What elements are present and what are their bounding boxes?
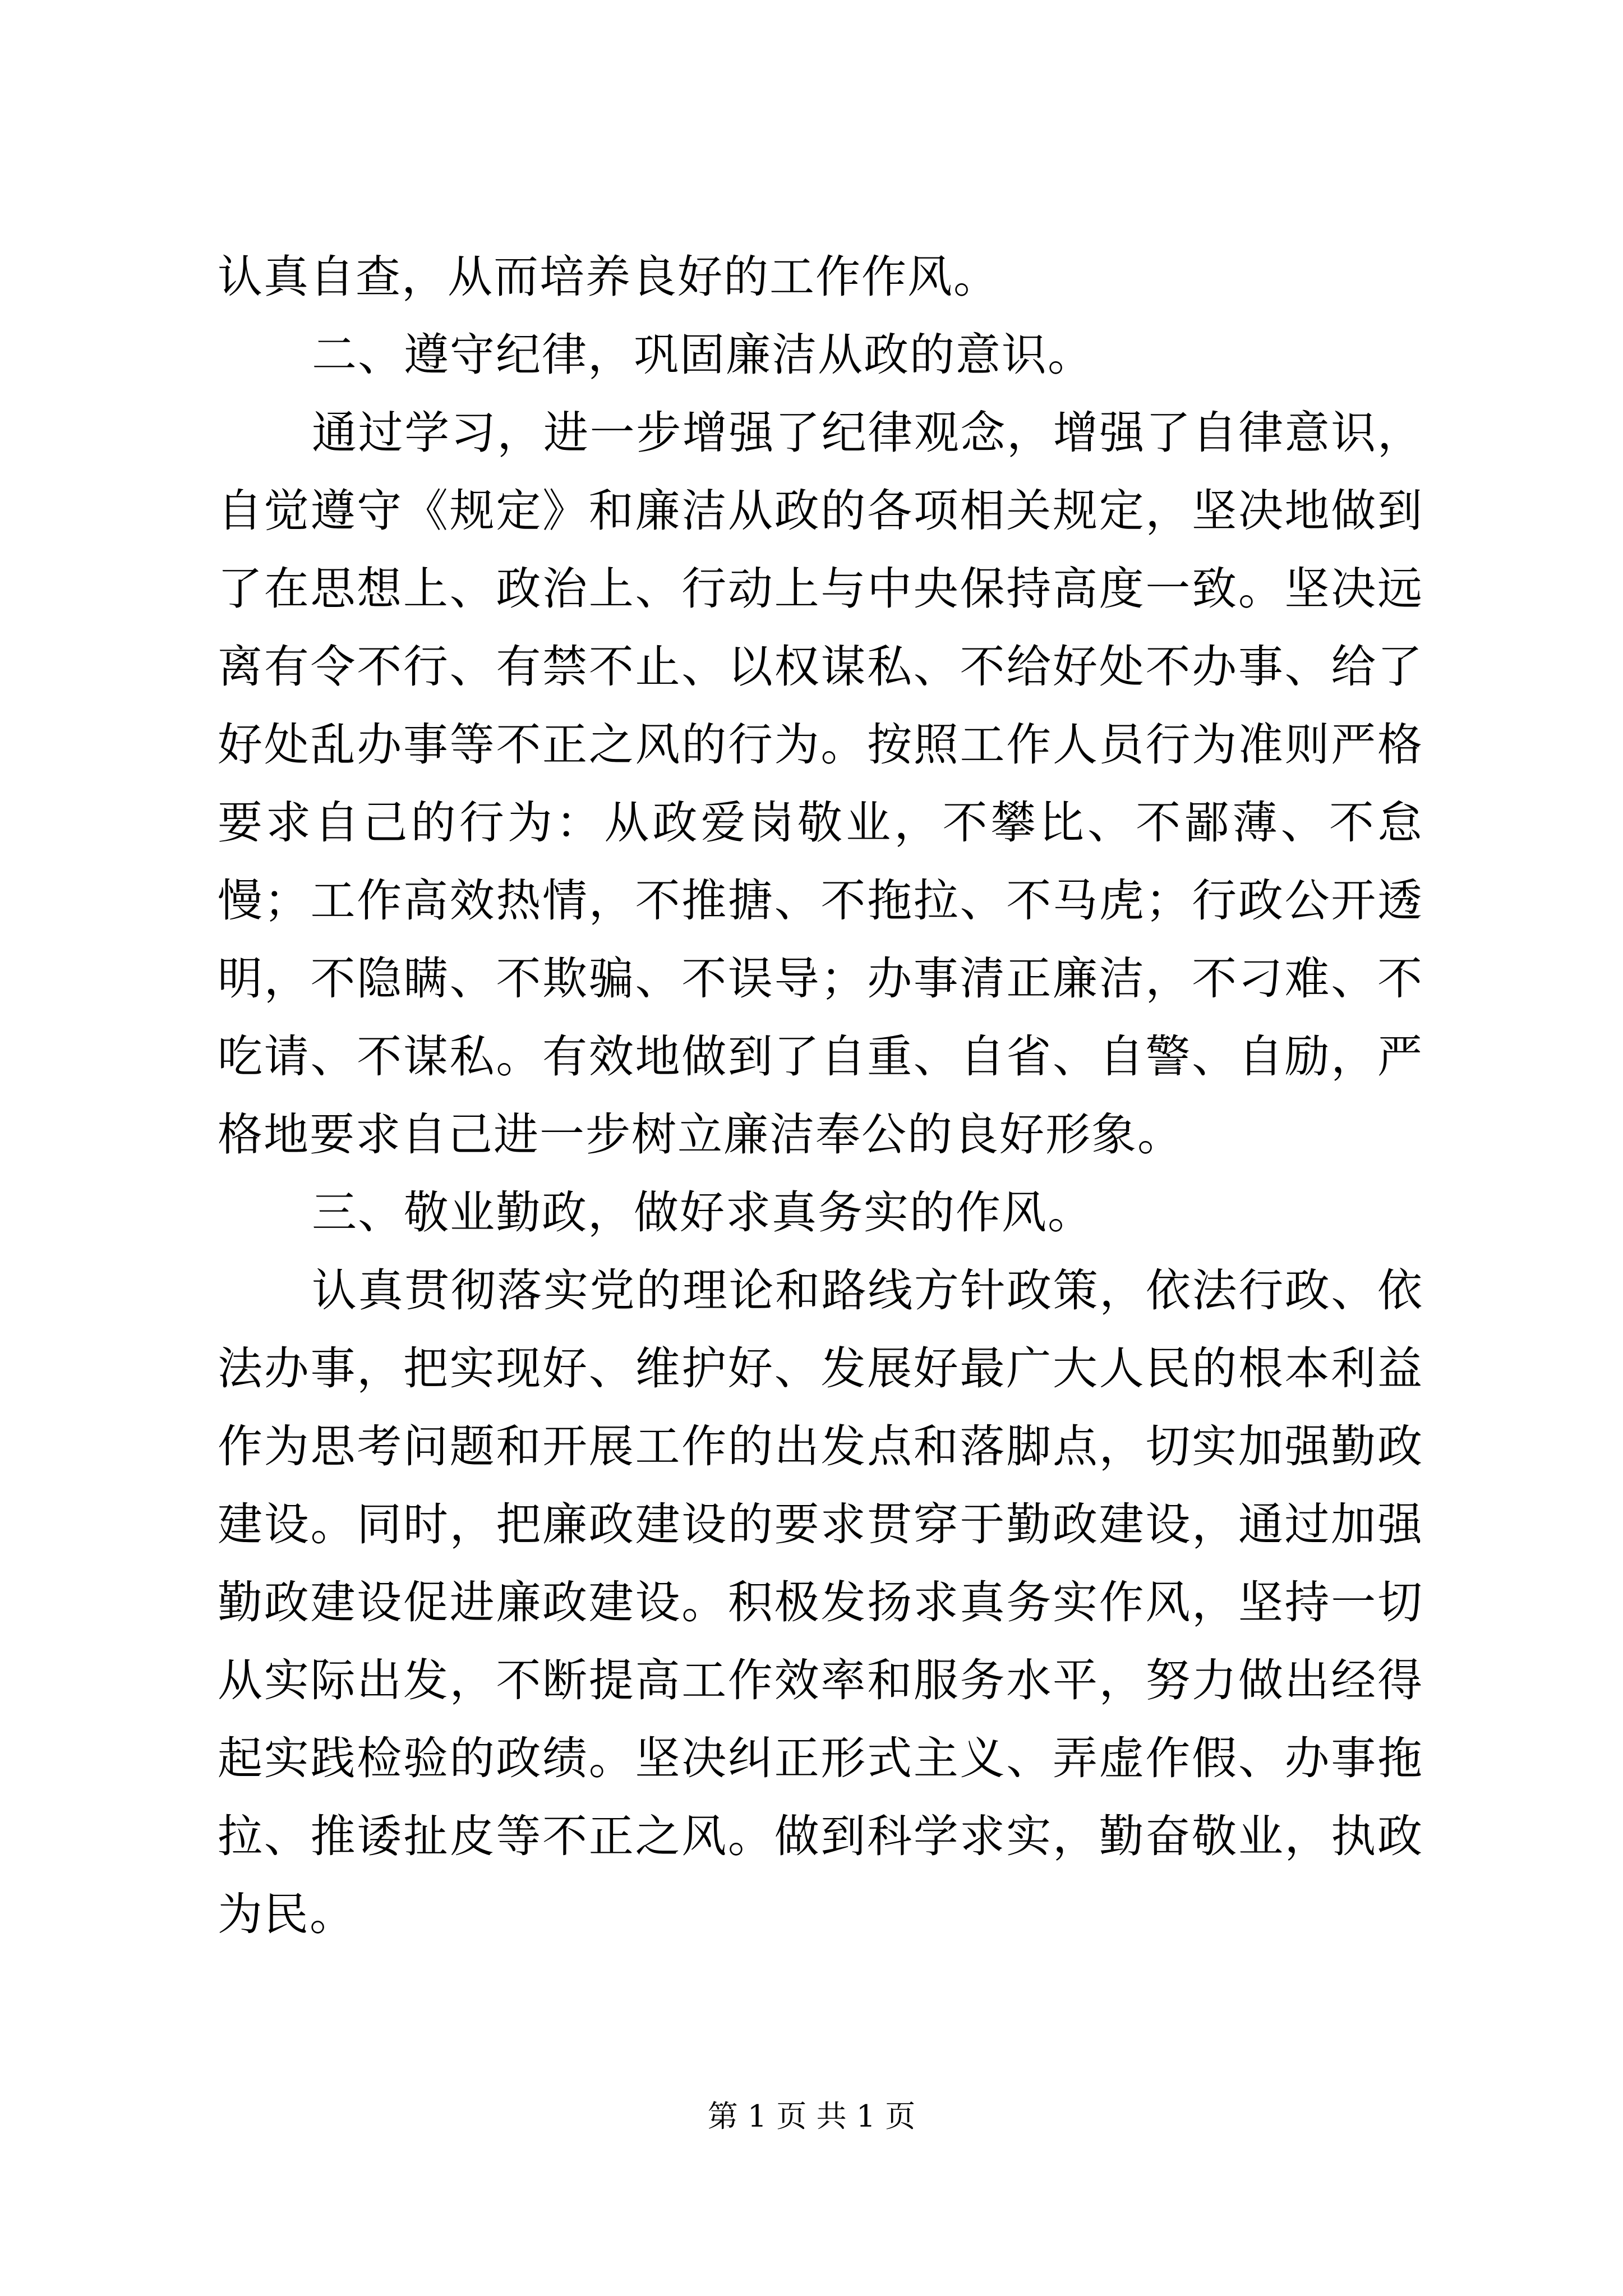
paragraph-continuation: 认真自查，从而培养良好的工作作风。 [218,251,999,303]
section-heading-2: 二、遵守纪律，巩固廉洁从政的意识。 [312,329,1094,381]
page-footer: 第 1 页 共 1 页 [707,2099,916,2134]
document-body [218,238,1423,1953]
paragraph-discipline: 通过学习，进一步增强了纪律观念，增强了自律意识，自觉遵守《规定》和廉洁从政的各项相关规定，坚决地做到了在思想上、政治上、行动上与中央保持高度一致。坚决远离有令不行、有禁不止、以权谋私、不给好处不办事、给了好处乱办事等不正之风的行为。按照工作人员行为准则严格要求自己的行为：从政爱岗敬业，不攀比、不鄙薄、不怠慢；工作高效热情，不推搪、不拖拉、不马虎；行政公开透明，不隐瞒、不欺骗、不误导；办事清正廉洁，不刁难、不吃请、不谋私。有效地做到了自重、自省、自警、自励，严格地要求自己进一步树立廉洁奉公的良好形象。 [218,407,1423,1161]
section-heading-3: 三、敬业勤政，做好求真务实的作风。 [312,1186,1094,1239]
paragraph-diligence: 认真贯彻落实党的理论和路线方针政策，依法行政、依法办事，把实现好、维护好、发展好最广大人民的根本利益作为思考问题和开展工作的出发点和落脚点，切实加强勤政建设。同时，把廉政建设的要求贯穿于勤政建设，通过加强勤政建设促进廉政建设。积极发扬求真务实作风，坚持一切从实际出发，不断提高工作效率和服务水平，努力做出经得起实践检验的政绩。坚决纠正形式主义、弄虚作假、办事拖拉、推诿扯皮等不正之风。做到科学求实，勤奋敬业，执政为民。 [218,1264,1423,1940]
